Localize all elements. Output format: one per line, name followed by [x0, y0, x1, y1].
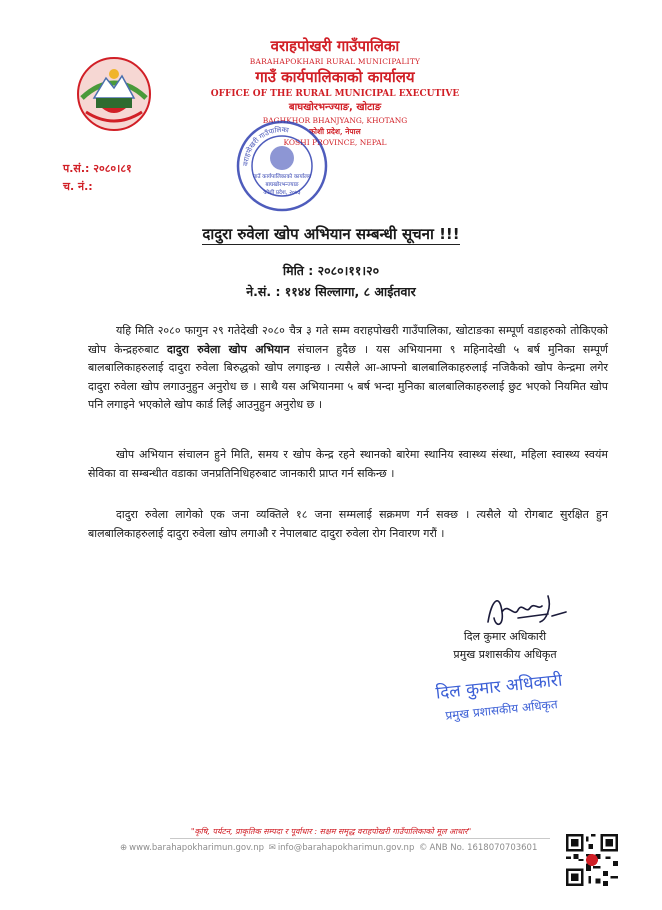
dispatch-number: च. नं.:	[63, 180, 93, 193]
handwritten-signature	[478, 588, 570, 632]
paragraph-3: दादुरा रुवेला लागेको एक जना व्यक्तिले १८ जना सम्मलाई सक्रमण गर्न सक्छ । त्यसैले यो रोगबाट सुरक्षित हुन बालबालिकाहरुलाई दादुरा रुवेला खोप लगाऔ र नेपालबाट दादुरा रुवेला रोग निवारण गरौं ।	[88, 508, 608, 540]
municipality-name-en: BARAHAPOKHARI RURAL MUNICIPALITY	[249, 57, 421, 66]
svg-text:कोशी प्रदेश, २०७३: कोशी प्रदेश, २०७३	[263, 190, 301, 196]
signatory-block	[430, 628, 580, 664]
address-en: BAGHKHOR BHANJYANG, KHOTANG	[262, 116, 408, 125]
office-round-stamp	[234, 118, 330, 214]
reference-block	[63, 160, 132, 196]
signatory-designation: प्रमुख प्रशासकीय अधिकृत	[453, 648, 557, 661]
globe-icon: ⊕	[120, 843, 128, 853]
municipality-name-np: वराहपोखरी गाउँपालिका	[270, 37, 400, 55]
svg-text:प्रमुख प्रशासकीय अधिकृत: प्रमुख प्रशासकीय अधिकृत	[444, 697, 559, 723]
letter-reference-number: प.सं.: २०८०।८१	[63, 162, 132, 175]
svg-text:बाघखोरभन्ज्याङ: बाघखोरभन्ज्याङ	[265, 182, 299, 188]
notice-date: मिति : २०८०।११।२०	[282, 263, 380, 278]
name-stamp	[400, 666, 600, 726]
website-link[interactable]: www.barahapokharimun.gov.np	[129, 843, 264, 853]
footer-motto: "कृषि, पर्यटन, प्राकृतिक सम्पदा र पूर्वाधार : सक्षम समृद्ध वराहपोखरी गाउँपालिकाको मूल आधार"	[190, 827, 472, 836]
address-np: बाघखोरभन्ज्याङ, खोटाङ	[288, 102, 382, 113]
svg-text:गाउँ कार्यपालिकाको कार्यालय: गाउँ कार्यपालिकाको कार्यालय	[252, 174, 312, 180]
qr-code-icon	[566, 834, 618, 886]
notice-title-text: दादुरा रुवेला खोप अभियान सम्बन्धी सूचना !!!	[202, 225, 460, 243]
svg-text:दिल कुमार अधिकारी: दिल कुमार अधिकारी	[434, 670, 564, 704]
anb-number: ANB No. 1618070703601	[429, 843, 538, 853]
email-link[interactable]: info@barahapokharimun.gov.np	[277, 843, 415, 853]
footer-divider	[170, 838, 550, 839]
email-icon: ✉	[268, 843, 276, 853]
signatory-name: दिल कुमार अधिकारी	[463, 630, 547, 643]
paragraph-1: यहि मिति २०८० फागुन २९ गतेदेखी २०८० चैत्र ३ गते सम्म वराहपोखरी गाउँपालिका, खोटाङका सम्पूर्ण वडाहरुको तोकिएको खोप केन्द्रहरुबाट दादुरा रुवेला खोप अभियान संचालन हुदैछ । यस अभियानमा ९ महिनादेखी ५ बर्ष मुनिका सम्पूर्ण बालबालिकाहरुलाई दादुरा रुवेला बिरुद्धको खोप लगाइन्छ । त्यसैले आ-आफ्नो बालबालिकाहरुलाई नजिकैको खोप केन्द्रमा लगेर दादुरा रुवेला खोप लगाउनुहुन अनुरोध छ । साथै यस अभियानमा ५ बर्ष भन्दा मुनिका बालबालिकाहरुलाई छुट भएको नियमित खोप पनि लगाइने भएकोले खोप कार्ड लिई आउनुहुन अनुरोध छ ।	[88, 324, 608, 411]
footer-contact	[120, 843, 539, 853]
office-name-en: OFFICE OF THE RURAL MUNICIPAL EXECUTIVE	[210, 89, 460, 99]
campaign-name-bold: दादुरा रुवेला खोप अभियान	[167, 342, 290, 356]
nepal-emblem-icon	[74, 54, 154, 134]
svg-text:वराहपोखरी गाउँपालिका: वराहपोखरी गाउँपालिका	[241, 125, 290, 167]
office-name-np: गाउँ कार्यपालिकाको कार्यालय	[255, 68, 415, 86]
nepal-sambat-date: ने.सं. : ११४४ सिल्लागा, ८ आईतवार	[246, 284, 416, 299]
registered-icon: ©	[419, 843, 428, 853]
province-en: KOSHI PROVINCE, NEPAL	[283, 138, 387, 147]
paragraph-2: खोप अभियान संचालन हुने मिति, समय र खोप केन्द्र रहने स्थानको बारेमा स्थानिय स्वास्थ्य संस्था, महिला स्वास्थ्य स्वयंम सेविका वा सम्बन्धीत वडाका जनप्रतिनिधिहरुबाट जानकारी प्राप्त गर्न सकिन्छ ।	[88, 448, 608, 480]
province-np: कोशी प्रदेश, नेपाल	[309, 127, 361, 136]
notice-title	[0, 224, 662, 244]
